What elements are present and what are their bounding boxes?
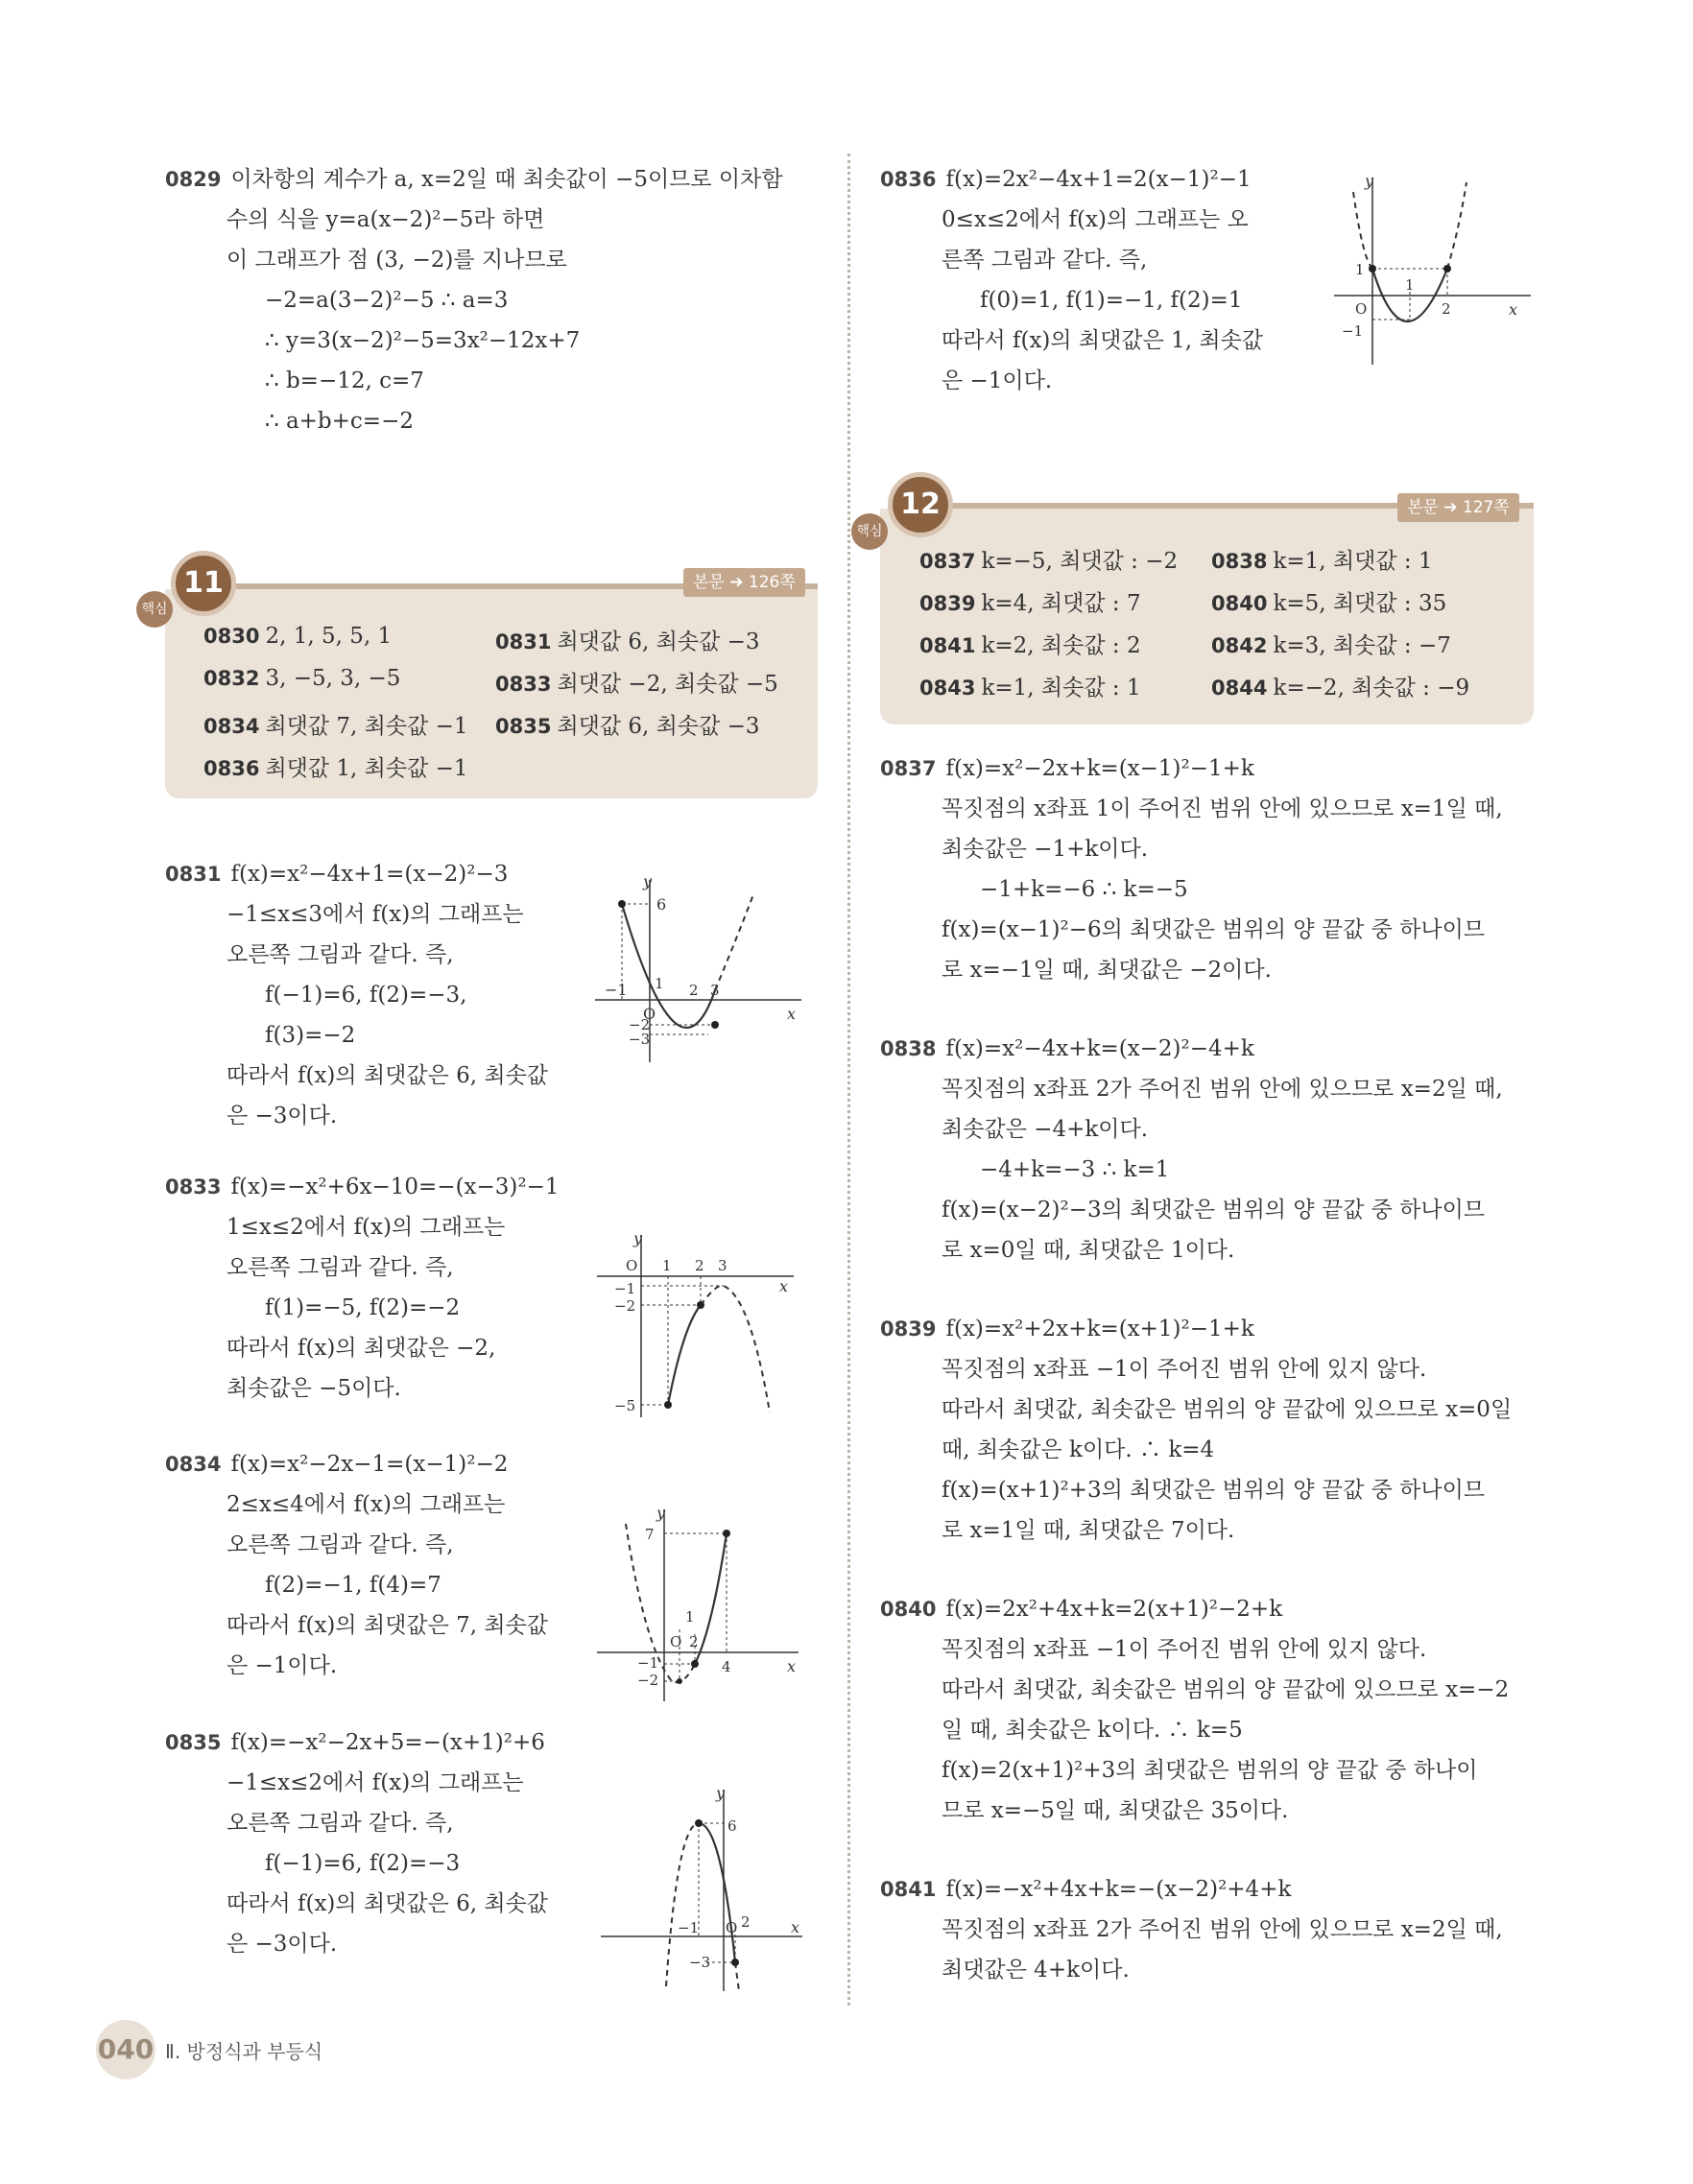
solution-line: 로 x=1일 때, 최댓값은 7이다. — [942, 1518, 1235, 1543]
solution-line: f(x)=x²−2x−1=(x−1)²−2 — [230, 1452, 509, 1477]
svg-text:6: 6 — [727, 1817, 737, 1835]
svg-text:−1: −1 — [678, 1919, 700, 1936]
solution-line: f(1)=−5, f(2)=−2 — [265, 1295, 461, 1320]
svg-text:1: 1 — [655, 975, 664, 992]
solution-line: 꼭짓점의 x좌표 −1이 주어진 범위 안에 있지 않다. — [942, 1357, 1427, 1382]
solution-line: 은 −1이다. — [942, 368, 1053, 393]
graph-0831 — [595, 875, 816, 1067]
answer-text: k=5, 최댓값 : 35 — [1273, 591, 1447, 616]
solution-line: −1≤x≤2에서 f(x)의 그래프는 — [227, 1770, 524, 1795]
solution-line: 최솟값은 −5이다. — [227, 1376, 401, 1401]
solution-line: f(x)=(x−2)²−3의 최댓값은 범위의 양 끝값 중 하나이므 — [942, 1198, 1486, 1223]
answer-text: 최댓값 7, 최솟값 −1 — [265, 714, 468, 739]
svg-text:y: y — [633, 1230, 643, 1247]
solution-line: 로 x=−1일 때, 최댓값은 −2이다. — [942, 958, 1272, 983]
svg-text:2: 2 — [695, 1257, 704, 1274]
solution-line: −1+k=−6 ∴ k=−5 — [980, 877, 1188, 902]
svg-text:−2: −2 — [614, 1297, 636, 1315]
answer-number: 0844 — [1211, 677, 1268, 700]
svg-text:3: 3 — [710, 982, 720, 999]
solution-line: f(x)=x²+2x+k=(x+1)²−1+k — [945, 1317, 1254, 1341]
svg-text:y: y — [716, 1785, 726, 1802]
svg-text:−1: −1 — [637, 1654, 659, 1672]
answer-item — [203, 708, 468, 740]
solution-line: 최솟값은 −1+k이다. — [942, 837, 1149, 862]
solution-line: 꼭짓점의 x좌표 2가 주어진 범위 안에 있으므로 x=2일 때, — [942, 1077, 1503, 1102]
section-tag: 핵심 — [851, 513, 888, 550]
solution-line: f(2)=−1, f(4)=7 — [265, 1573, 441, 1598]
solution-line: f(x)=2x²−4x+1=2(x−1)²−1 — [945, 167, 1252, 192]
solution-line: 오른쪽 그림과 같다. 즉, — [227, 1255, 454, 1280]
chapter-title: Ⅱ. 방정식과 부등식 — [165, 2040, 323, 2063]
svg-text:x: x — [791, 1918, 800, 1936]
problem-number: 0840 — [880, 1598, 937, 1621]
problem-0841 — [880, 1869, 1503, 1990]
problem-0838 — [880, 1029, 1503, 1270]
answer-number: 0837 — [919, 550, 976, 573]
answer-number: 0839 — [919, 592, 976, 615]
answer-text: 최댓값 1, 최솟값 −1 — [265, 756, 468, 781]
solution-line: 따라서 최댓값, 최솟값은 범위의 양 끝값에 있으므로 x=−2 — [942, 1677, 1510, 1702]
solution-line: 른쪽 그림과 같다. 즉, — [942, 248, 1148, 273]
svg-text:4: 4 — [722, 1658, 731, 1675]
solution-line: 므로 x=−5일 때, 최댓값은 35이다. — [942, 1798, 1289, 1823]
solution-line: 은 −3이다. — [227, 1104, 338, 1128]
page-reference: 본문 ➔ 126쪽 — [683, 568, 805, 597]
solution-line: 따라서 f(x)의 최댓값은 −2, — [227, 1336, 496, 1361]
problem-number: 0841 — [880, 1878, 937, 1901]
svg-text:6: 6 — [656, 895, 667, 914]
answer-number: 0835 — [495, 715, 552, 738]
answer-item — [495, 708, 760, 740]
solution-line: 수의 식을 y=a(x−2)²−5라 하면 — [227, 207, 545, 232]
svg-text:2: 2 — [1442, 300, 1451, 318]
solution-line: ∴ y=3(x−2)²−5=3x²−12x+7 — [265, 328, 581, 353]
svg-text:1: 1 — [685, 1608, 695, 1626]
solution-line: f(−1)=6, f(2)=−3, — [265, 983, 467, 1008]
solution-line: f(x)=2(x+1)²+3의 최댓값은 범위의 양 끝값 중 하나이 — [942, 1758, 1478, 1783]
solution-line: f(3)=−2 — [265, 1023, 356, 1048]
svg-text:x: x — [787, 1005, 797, 1023]
svg-text:x: x — [1509, 300, 1518, 319]
svg-text:O: O — [726, 1919, 738, 1936]
column-divider — [847, 154, 850, 2006]
answer-text: k=−5, 최댓값 : −2 — [981, 549, 1179, 574]
solution-line: f(x)=(x−1)²−6의 최댓값은 범위의 양 끝값 중 하나이므 — [942, 917, 1486, 942]
problem-0839 — [880, 1309, 1512, 1551]
answer-number: 0832 — [203, 667, 260, 690]
problem-0831 — [165, 854, 548, 1136]
answer-number: 0841 — [919, 634, 976, 657]
svg-text:−2: −2 — [629, 1016, 651, 1033]
solution-line: 0≤x≤2에서 f(x)의 그래프는 오 — [942, 207, 1249, 232]
svg-text:3: 3 — [718, 1257, 727, 1274]
solution-line: f(x)=2x²+4x+k=2(x+1)²−2+k — [945, 1597, 1283, 1622]
problem-number: 0834 — [165, 1453, 222, 1476]
solution-line: 때, 최솟값은 k이다. ∴ k=4 — [942, 1437, 1215, 1462]
problem-0835 — [165, 1722, 548, 1964]
answer-text: k=3, 최솟값 : −7 — [1273, 633, 1451, 658]
problem-number: 0836 — [880, 168, 937, 191]
answer-number: 0830 — [203, 625, 260, 648]
svg-text:O: O — [1355, 300, 1368, 318]
solution-line: 따라서 f(x)의 최댓값은 6, 최솟값 — [227, 1063, 549, 1088]
answer-item — [495, 624, 760, 655]
svg-text:−2: −2 — [637, 1672, 659, 1689]
answer-number: 0840 — [1211, 592, 1268, 615]
solution-line: f(x)=x²−2x+k=(x−1)²−1+k — [945, 756, 1254, 781]
solution-line: 따라서 최댓값, 최솟값은 범위의 양 끝값에 있으므로 x=0일 — [942, 1397, 1513, 1422]
svg-text:−1: −1 — [614, 1280, 636, 1297]
problem-number: 0831 — [165, 863, 222, 886]
answer-text: k=2, 최솟값 : 2 — [981, 633, 1141, 658]
svg-text:x: x — [779, 1277, 789, 1295]
graph-0836 — [1334, 173, 1540, 374]
answer-item — [1211, 670, 1469, 701]
answer-number: 0833 — [495, 673, 552, 696]
svg-text:2: 2 — [689, 1633, 699, 1650]
answer-text: k=−2, 최솟값 : −9 — [1273, 676, 1470, 700]
solution-line: 오른쪽 그림과 같다. 즉, — [227, 942, 454, 967]
problem-number: 0829 — [165, 168, 222, 191]
solution-line: 2≤x≤4에서 f(x)의 그래프는 — [227, 1492, 506, 1517]
solution-line: 은 −3이다. — [227, 1932, 338, 1957]
problem-0829 — [165, 159, 783, 441]
answer-item — [919, 585, 1141, 617]
answer-text: k=1, 최댓값 : 1 — [1273, 549, 1433, 574]
answer-number: 0842 — [1211, 634, 1268, 657]
solution-line: 로 x=0일 때, 최댓값은 1이다. — [942, 1238, 1235, 1263]
solution-line: f(x)=x²−4x+k=(x−2)²−4+k — [945, 1036, 1254, 1061]
svg-text:2: 2 — [689, 982, 699, 999]
svg-text:1: 1 — [1355, 261, 1365, 278]
page-reference: 본문 ➔ 127쪽 — [1397, 493, 1519, 522]
solution-line: 따라서 f(x)의 최댓값은 7, 최솟값 — [227, 1613, 549, 1638]
solution-line: 최댓값은 4+k이다. — [942, 1958, 1130, 1982]
answer-number: 0834 — [203, 715, 260, 738]
solution-line: f(x)=(x+1)²+3의 최댓값은 범위의 양 끝값 중 하나이므 — [942, 1478, 1486, 1503]
svg-text:−5: −5 — [614, 1397, 636, 1414]
solution-line: 최솟값은 −4+k이다. — [942, 1117, 1149, 1142]
problem-0834 — [165, 1444, 548, 1686]
graph-0835 — [601, 1785, 817, 1996]
graph-0834 — [597, 1505, 813, 1706]
answer-item — [919, 670, 1141, 701]
solution-line: ∴ a+b+c=−2 — [265, 409, 414, 434]
svg-text:y: y — [643, 875, 653, 890]
solution-line: 오른쪽 그림과 같다. 즉, — [227, 1811, 454, 1836]
problem-number: 0839 — [880, 1318, 937, 1341]
solution-line: f(x)=x²−4x+1=(x−2)²−3 — [230, 862, 509, 887]
problem-0837 — [880, 748, 1503, 990]
solution-line: f(x)=−x²+4x+k=−(x−2)²+4+k — [945, 1877, 1292, 1902]
solution-line: f(0)=1, f(1)=−1, f(2)=1 — [980, 288, 1243, 313]
solution-line: 꼭짓점의 x좌표 1이 주어진 범위 안에 있으므로 x=1일 때, — [942, 796, 1503, 821]
solution-line: 1≤x≤2에서 f(x)의 그래프는 — [227, 1215, 506, 1240]
answer-item — [1211, 585, 1446, 617]
svg-text:−1: −1 — [605, 981, 628, 999]
answer-item — [1211, 628, 1451, 659]
answer-number: 0838 — [1211, 550, 1268, 573]
solution-line: f(x)=−x²−2x+5=−(x+1)²+6 — [230, 1730, 545, 1755]
answer-item — [203, 624, 392, 649]
problem-0836 — [880, 159, 1263, 401]
svg-text:O: O — [626, 1257, 638, 1274]
answer-number: 0831 — [495, 630, 552, 653]
svg-text:x: x — [787, 1657, 797, 1675]
solution-line: 이차항의 계수가 a, x=2일 때 최솟값이 −5이므로 이차함 — [230, 167, 783, 192]
solution-line: 따라서 f(x)의 최댓값은 6, 최솟값 — [227, 1891, 549, 1916]
solution-line: 오른쪽 그림과 같다. 즉, — [227, 1532, 454, 1557]
answer-text: 최댓값 −2, 최솟값 −5 — [557, 672, 778, 697]
solution-line: 이 그래프가 점 (3, −2)를 지나므로 — [227, 248, 567, 273]
page-number: 040 — [96, 2020, 155, 2079]
answer-text: k=4, 최댓값 : 7 — [981, 591, 1141, 616]
answer-item — [919, 543, 1178, 575]
graph-0833 — [597, 1230, 813, 1422]
answer-text: 3, −5, 3, −5 — [265, 666, 401, 691]
answer-item — [1211, 543, 1433, 575]
answer-item — [203, 666, 400, 691]
problem-number: 0838 — [880, 1037, 937, 1060]
answer-text: 최댓값 6, 최솟값 −3 — [557, 629, 760, 654]
answer-item — [495, 666, 778, 698]
solution-line: f(x)=−x²+6x−10=−(x−3)²−1 — [230, 1175, 560, 1199]
solution-line: −2=a(3−2)²−5 ∴ a=3 — [265, 288, 509, 313]
solution-line: −1≤x≤3에서 f(x)의 그래프는 — [227, 902, 524, 927]
svg-text:O: O — [670, 1633, 682, 1650]
solution-line: f(−1)=6, f(2)=−3 — [265, 1851, 461, 1876]
answer-text: 최댓값 6, 최솟값 −3 — [557, 714, 760, 739]
svg-text:1: 1 — [662, 1257, 672, 1274]
svg-text:y: y — [1365, 173, 1374, 190]
answer-text: 2, 1, 5, 5, 1 — [265, 624, 393, 649]
solution-line: 일 때, 최솟값은 k이다. ∴ k=5 — [942, 1718, 1243, 1743]
solution-line: 꼭짓점의 x좌표 −1이 주어진 범위 안에 있지 않다. — [942, 1637, 1427, 1662]
section-badge: 12 — [888, 472, 953, 537]
solution-line: ∴ b=−12, c=7 — [265, 368, 424, 393]
answer-number: 0836 — [203, 757, 260, 780]
section-tag: 핵심 — [136, 591, 173, 628]
problem-0840 — [880, 1589, 1509, 1831]
svg-text:O: O — [643, 1005, 656, 1023]
problem-0833 — [165, 1167, 560, 1409]
solution-line: 은 −1이다. — [227, 1653, 338, 1678]
answer-item — [919, 628, 1141, 659]
problem-number: 0837 — [880, 757, 937, 780]
svg-text:2: 2 — [741, 1913, 751, 1931]
svg-text:1: 1 — [1405, 276, 1415, 294]
section-badge: 11 — [171, 551, 236, 616]
answer-text: k=1, 최솟값 : 1 — [981, 676, 1141, 700]
answer-item — [203, 750, 468, 782]
problem-number: 0835 — [165, 1731, 222, 1754]
svg-text:−1: −1 — [1342, 322, 1364, 340]
svg-text:y: y — [656, 1505, 666, 1522]
solution-line: −4+k=−3 ∴ k=1 — [980, 1157, 1170, 1182]
problem-number: 0833 — [165, 1175, 222, 1199]
svg-text:7: 7 — [645, 1526, 655, 1543]
solution-line: 따라서 f(x)의 최댓값은 1, 최솟값 — [942, 328, 1264, 353]
solution-line: 꼭짓점의 x좌표 2가 주어진 범위 안에 있으므로 x=2일 때, — [942, 1917, 1503, 1942]
answer-number: 0843 — [919, 677, 976, 700]
svg-text:−3: −3 — [689, 1954, 711, 1971]
svg-text:−3: −3 — [629, 1031, 651, 1048]
